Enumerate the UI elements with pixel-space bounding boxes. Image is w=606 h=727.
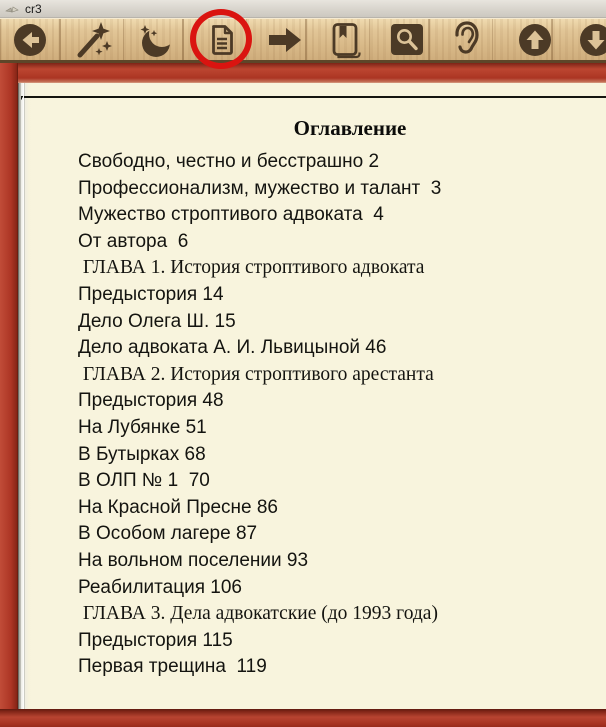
magic-wand-icon (72, 19, 114, 61)
toc-entry[interactable]: Реабилитация 106 (78, 576, 242, 598)
toc-entry[interactable]: Дело Олега Ш. 15 (78, 310, 236, 332)
toc-entry[interactable]: ГЛАВА 1. История строптивого адвоката (78, 257, 425, 279)
arrow-right-icon (266, 24, 304, 56)
night-mode-button[interactable] (132, 20, 178, 60)
toc-entry[interactable]: Мужество строптивого адвоката 4 (78, 204, 384, 226)
page-up-button[interactable] (512, 20, 558, 60)
forward-button[interactable] (262, 20, 308, 60)
frame-left (0, 63, 18, 727)
toc-entry[interactable]: Предыстория 14 (78, 283, 224, 305)
book-bookmark-icon (327, 21, 363, 59)
toc-entry[interactable]: ГЛАВА 2. История строптивого арестанта (78, 363, 434, 385)
toc-entry[interactable]: На Красной Пресне 86 (78, 496, 278, 518)
toc-entry[interactable]: Предыстория 115 (78, 629, 233, 651)
magnifier-icon (389, 23, 425, 57)
toc-entry[interactable]: Предыстория 48 (78, 390, 224, 412)
toc-entry[interactable]: В Особом лагере 87 (78, 523, 258, 545)
toc-entry[interactable]: ГЛАВА 3. Дела адвокатские (до 1993 года) (78, 603, 438, 625)
toc-entry[interactable]: Дело адвоката А. И. Львицыной 46 (78, 337, 387, 359)
search-button[interactable] (384, 20, 430, 60)
toc-entry[interactable]: На Лубянке 51 (78, 416, 207, 438)
frame-bottom (0, 709, 606, 727)
toc-entry[interactable]: В Бутырках 68 (78, 443, 206, 465)
toc-entry[interactable]: Первая трещина 119 (78, 656, 267, 678)
arrow-down-circle-icon (578, 22, 606, 58)
text-to-speech-button[interactable] (444, 20, 490, 60)
arrow-up-circle-icon (517, 22, 553, 58)
toc-entry[interactable]: В ОЛП № 1 70 (78, 470, 210, 492)
toc-entry[interactable]: Профессионализм, мужество и талант 3 (78, 177, 442, 199)
back-button[interactable] (7, 20, 53, 60)
reader-toolbar (0, 18, 606, 63)
window-title: cr3 (25, 1, 42, 16)
toc-entry[interactable]: От автора 6 (78, 230, 189, 252)
page-stack-edge (18, 83, 32, 709)
bookmarks-button[interactable] (322, 20, 368, 60)
arrow-left-circle-icon (12, 22, 48, 58)
settings-button[interactable] (70, 20, 116, 60)
window-titlebar (0, 0, 606, 18)
toc-entry[interactable]: Свободно, честно и бесстрашно 2 (78, 151, 380, 172)
toc-entry[interactable]: На вольном поселении 93 (78, 549, 309, 571)
annotation-circle (190, 9, 252, 69)
page-title: Оглавление (293, 116, 407, 140)
page-header-rule (24, 96, 606, 98)
frame-top (0, 63, 606, 83)
ear-icon (447, 19, 487, 61)
toc-list (78, 149, 606, 681)
moon-stars-icon (135, 20, 175, 60)
page-down-button[interactable] (573, 20, 606, 60)
book-page[interactable] (18, 83, 606, 709)
app-icon (5, 3, 19, 15)
